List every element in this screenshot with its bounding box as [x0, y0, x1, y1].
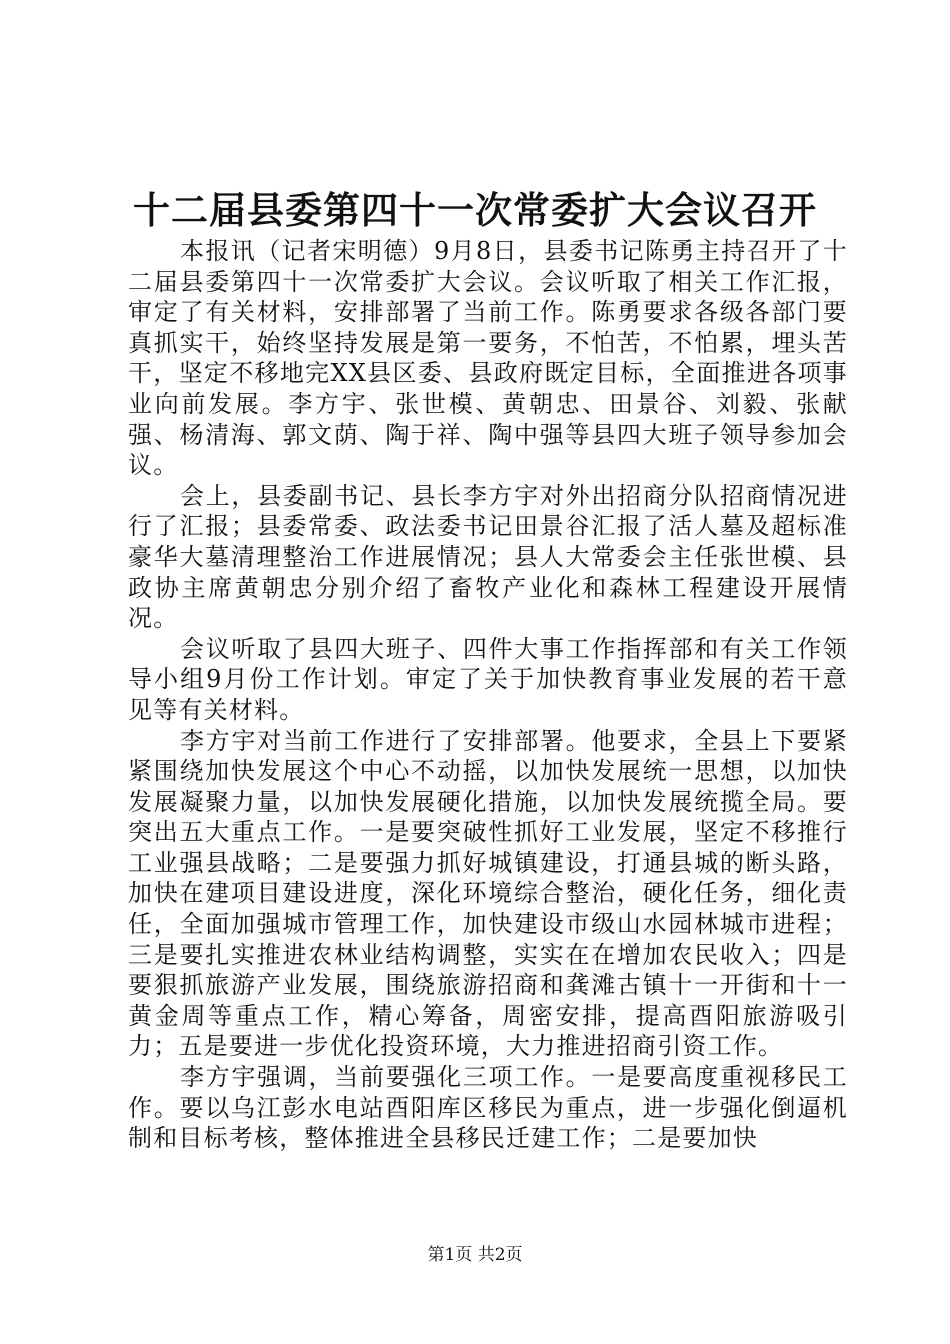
- paragraph-1: 本报讯（记者宋明德）9月8日，县委书记陈勇主持召开了十二届县委第四十一次常委扩大会议。会议听取了相关工作汇报，审定了有关材料，安排部署了当前工作。陈勇要求各级各部门要真抓实干，始终坚持发展是第一要务，不怕苦，不怕累，埋头苦干，坚定不移地完XX县区委、县政府既定目标，全面推进各项事业向前发展。李方宇、张世模、黄朝忠、田景谷、刘毅、张献强、杨清海、郭文荫、陶于祥、陶中强等县四大班子领导参加会议。: [128, 237, 848, 480]
- paragraph-5: 李方宇强调，当前要强化三项工作。一是要高度重视移民工作。要以乌江彭水电站酉阳库区移民为重点，进一步强化倒逼机制和目标考核，整体推进全县移民迁建工作；二是要加快: [128, 1063, 848, 1153]
- article-body: [128, 236, 848, 1154]
- paragraph-4: 李方宇对当前工作进行了安排部署。他要求，全县上下要紧紧围绕加快发展这个中心不动摇，以加快发展统一思想，以加快发展凝聚力量，以加快发展硬化措施，以加快发展统揽全局。要突出五大重点工作。一是要突破性抓好工业发展，坚定不移推行工业强县战略；二是要强力抓好城镇建设，打通县城的断头路，加快在建项目建设进度，深化环境综合整治，硬化任务，细化责任，全面加强城市管理工作，加快建设市级山水园林城市进程；三是要扎实推进农林业结构调整，实实在在增加农民收入；四是要狠抓旅游产业发展，围绕旅游招商和龚滩古镇十一开街和十一黄金周等重点工作，精心筹备，周密安排，提高酉阳旅游吸引力；五是要进一步优化投资环境，大力推进招商引资工作。: [128, 726, 848, 1061]
- paragraph-2: 会上，县委副书记、县长李方宇对外出招商分队招商情况进行了汇报；县委常委、政法委书记田景谷汇报了活人墓及超标准豪华大墓清理整治工作进展情况；县人大常委会主任张世模、县政协主席黄朝忠分别介绍了畜牧产业化和森林工程建设开展情况。: [128, 481, 848, 633]
- document-title: 十二届县委第四十一次常委扩大会议召开: [133, 188, 817, 232]
- paragraph-3: 会议听取了县四大班子、四件大事工作指挥部和有关工作领导小组9月份工作计划。审定了关于加快教育事业发展的若干意见等有关材料。: [128, 634, 848, 724]
- page-number-footer: 第1页 共2页: [427, 1245, 523, 1265]
